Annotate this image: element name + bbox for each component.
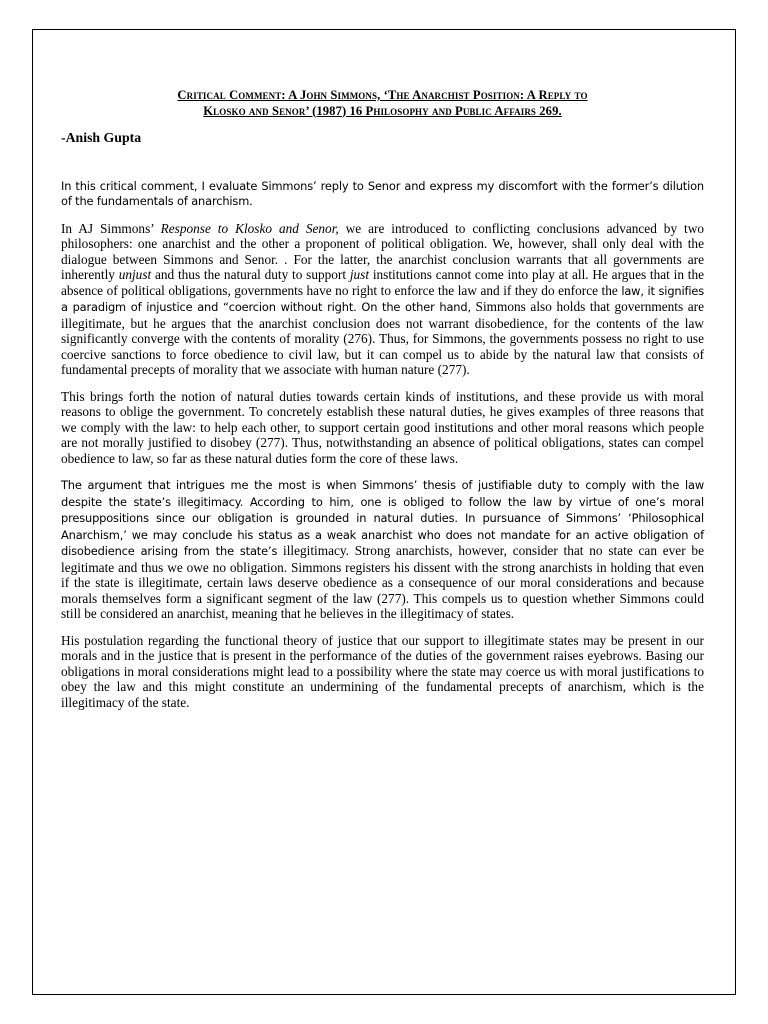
paragraph-2-italic-just: just — [349, 267, 370, 282]
paragraph-3: This brings forth the notion of natural duties towards certain kinds of institutions, and these provide us with moral reasons to oblige the government. To concretely establish these natural duties, he gives examples of three reasons that we comply with the law: to help each other, to support certain good institutions and other moral reasons which people are not morally justified to disobey (277). Thus, notwithstanding an absence of political obligations, states can compel obedience to law, so far as these natural duties form the core of these laws. — [61, 388, 704, 466]
paragraph-1: In this critical comment, I evaluate Simmons’ reply to Senor and express my discomfort with the former’s dilution of the fundamentals of anarchism. — [61, 178, 704, 208]
paragraph-2-text: Simmons also holds that governments are illegitimate, but he argues that the anarchist conclusion does not warrant disobedience, for the contents of the law significantly converge with the contents of morality (276). Thus, for Simmons, the governments possess no right to use coercive sanctions to force obedience to civil law, but it can compel us to abide by the natural law that consists of fundamental precepts of morality that we associate with human nature (277). — [61, 299, 705, 377]
paragraph-2-text: we are introduced to conflicting conclusions advanced by two philosophers: one anarchist and the other a proponent of political obligation. We, however, shall only deal with the dialogue between Simmons and Senor. . For the latter, the anarchist conclusion warrants that all governments are inherently — [61, 220, 704, 282]
document-title — [61, 88, 704, 119]
paragraph-4 — [61, 477, 704, 622]
paragraph-2-text: institutions cannot come into play at all. He argues that in the absence of political obligations, governments have no right to enforce the law and if they do enforce the — [61, 267, 704, 298]
author-name: -Anish Gupta — [61, 130, 142, 145]
paragraph-5: His postulation regarding the functional theory of justice that our support to illegitimate states may be present in our morals and in the justice that is present in the performance of the duties of the government raises eyebrows. Basing our obligations in moral considerations might lead to a possibility where the state may coerce us with moral justifications to obey the law and this might constitute an undermining of the fundamental precepts of anarchism, which is the illegitimacy of the state. — [61, 632, 704, 710]
paragraph-4-text: illegitimacy. Strong anarchists, however, consider that no state can ever be legitimate and thus we owe no obligation. Simmons registers his dissent with the strong anarchists in holding that even if the state is illegitimate, certain laws deserve obedience as a consequence of our moral considerations and because morals themselves form a significant segment of the law (277). This compels us to question whether Simmons could still be considered an anarchist, meaning that he believes in the illegitimacy of states. — [61, 543, 704, 621]
paragraph-2-italic-unjust: unjust — [118, 267, 152, 282]
paragraph-4-alt-font-text: The argument that intrigues me the most is when Simmons’ thesis of justifiable duty to comply with the law despite the state’s illegitimacy. According to him, one is obliged to follow the law by virtue of one’s moral presuppositions since our obligation is grounded in natural duties. In pursuance of Simmons’ ‘Philosophical Anarchism,’ we may conclude his status as a weak anarchist who does not mandate for an active obligation of disobedience arising from the state’s — [61, 478, 704, 558]
paragraph-2 — [61, 221, 704, 378]
paragraph-2-text: In AJ Simmons’ — [61, 220, 161, 236]
paragraph-2-italic-title: Response to Klosko and Senor, — [160, 220, 339, 236]
paragraph-2-text: and thus the natural duty to support — [151, 267, 350, 282]
document-body — [61, 88, 704, 710]
paragraph-2-alt-font-text: law, it signifies a paradigm of injustice and “coercion without right. On the other hand, — [61, 283, 704, 314]
title-line-1: Critical Comment: A John Simmons, ‘The Anarchist Position: A Reply to — [177, 88, 588, 102]
title-line-2: Klosko and Senor’ (1987) 16 Philosophy and Public Affairs 269. — [203, 103, 562, 118]
